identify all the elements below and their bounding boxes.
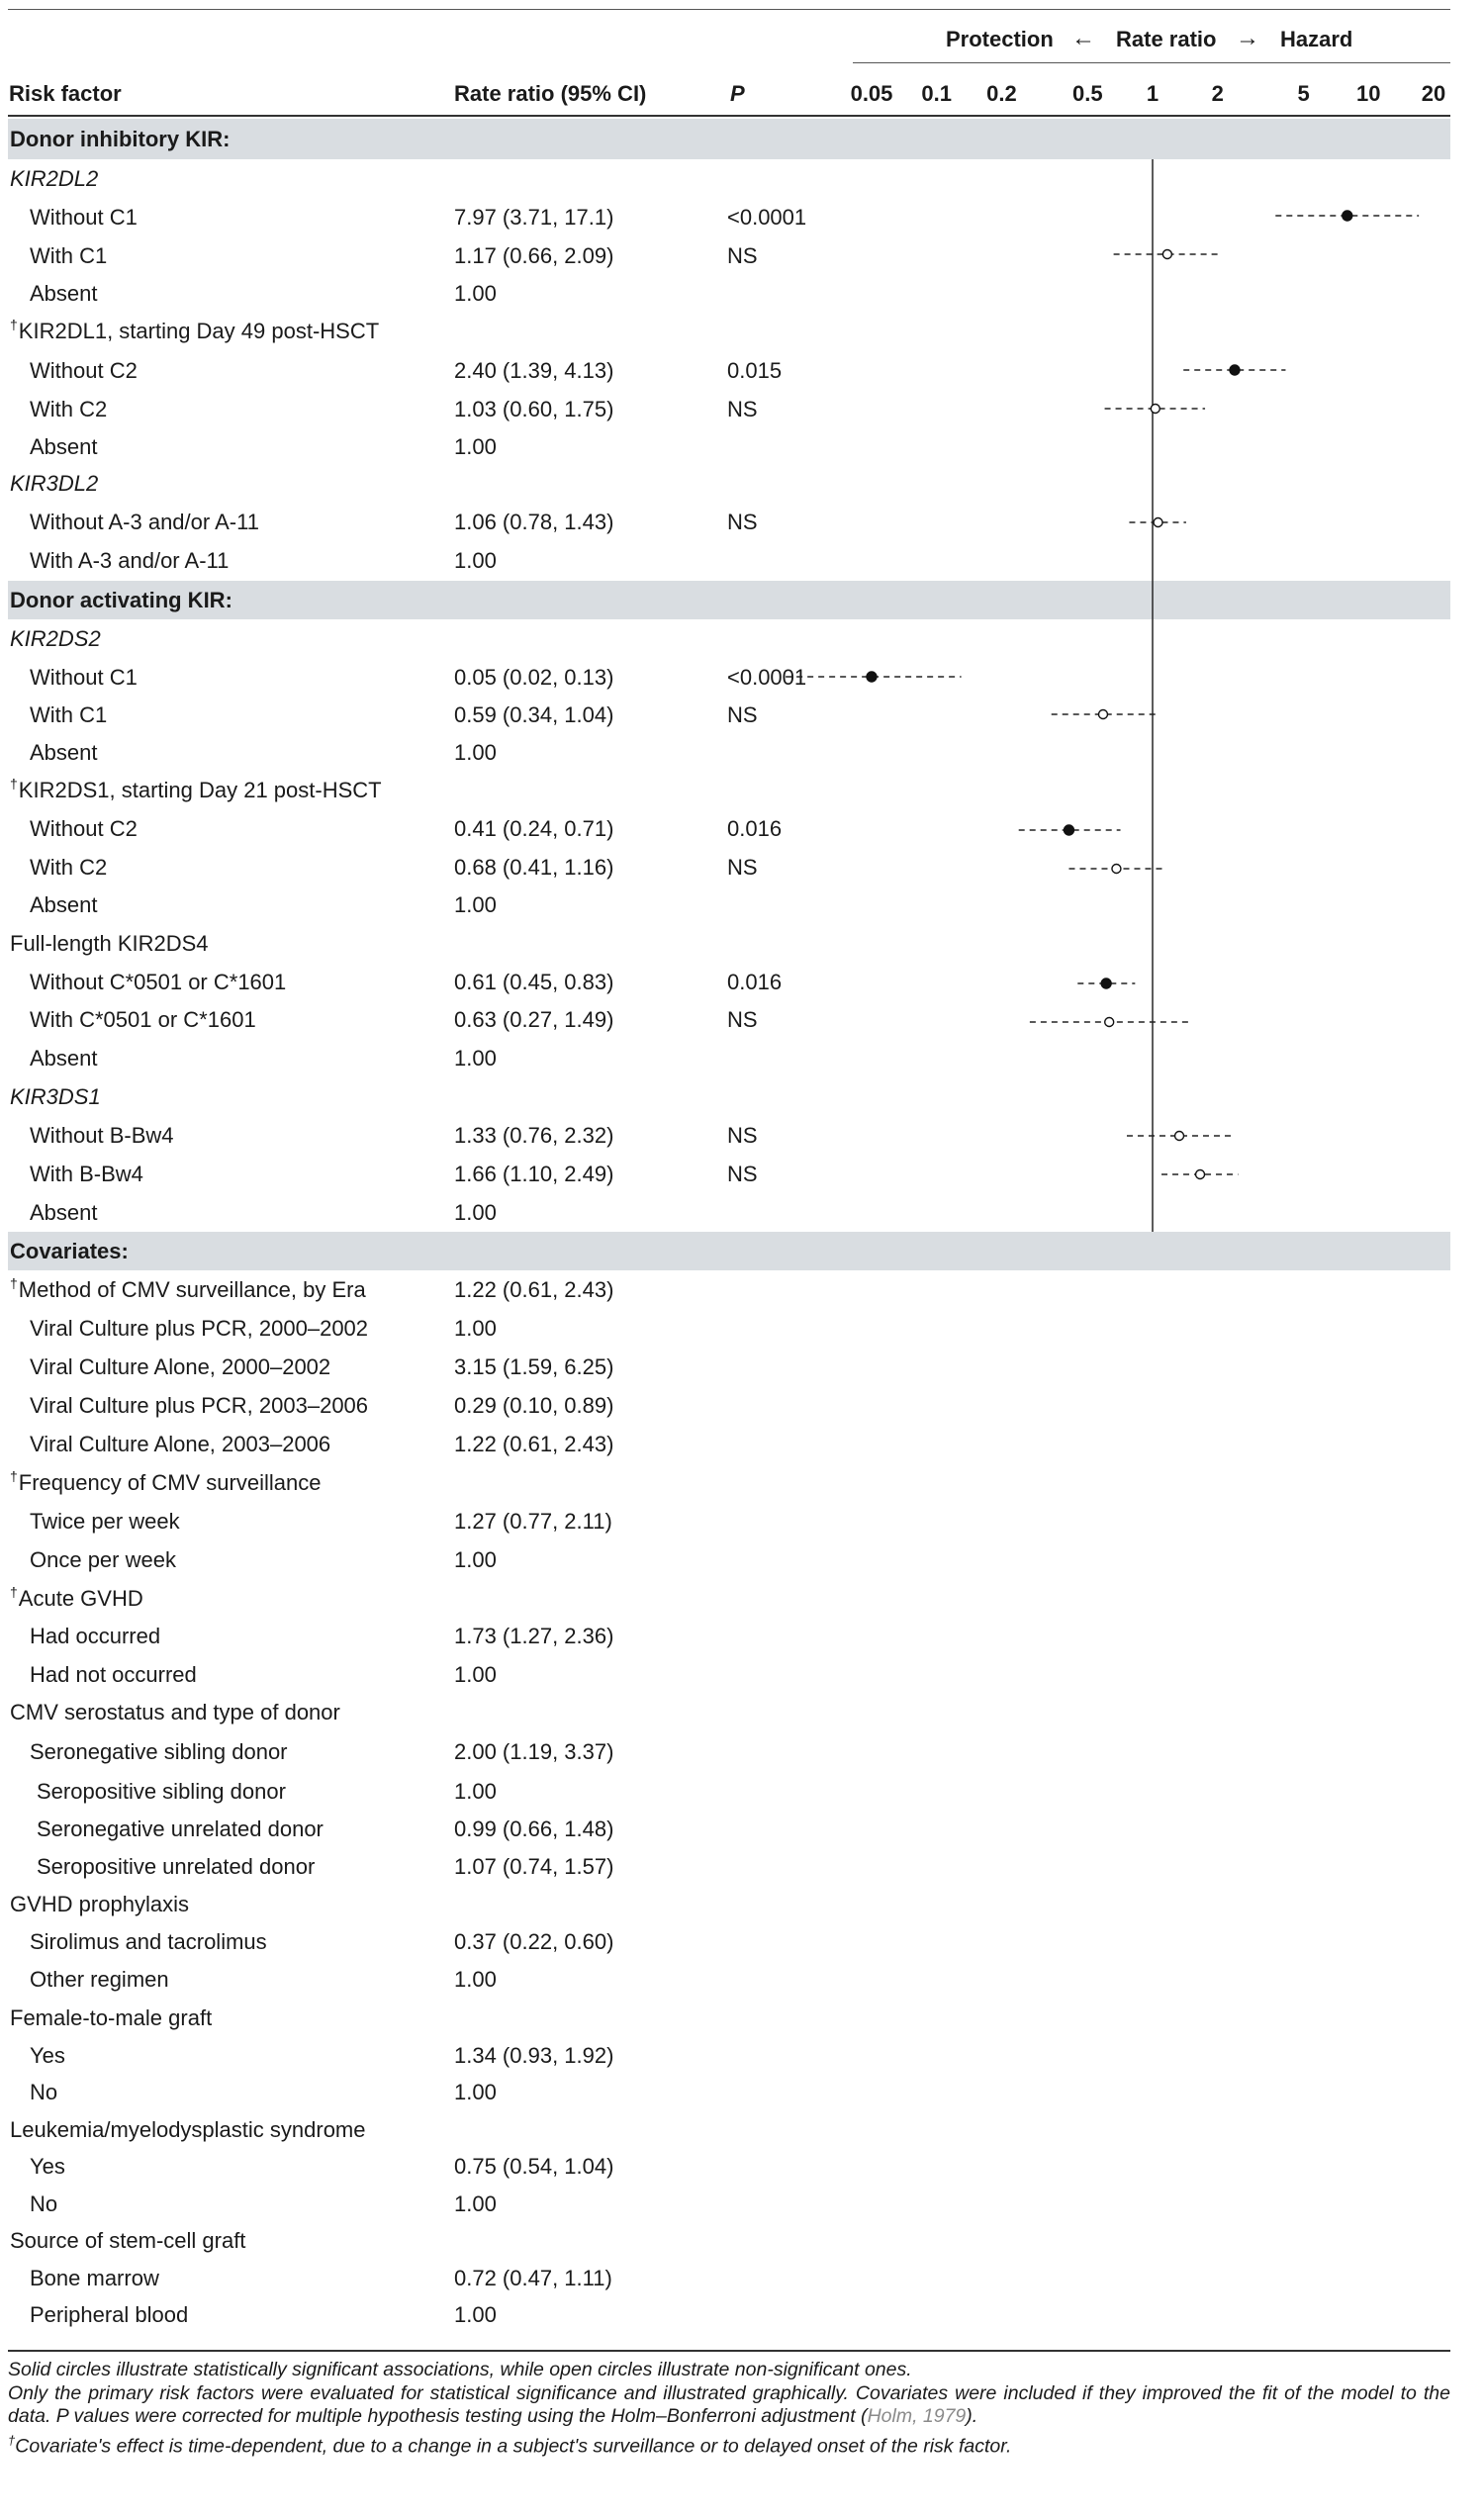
dagger-mark: † <box>10 1467 18 1484</box>
risk-factor-text: Absent <box>30 433 98 459</box>
risk-factor-text: Viral Culture plus PCR, 2000–2002 <box>30 1315 369 1341</box>
axis-tick-label: 2 <box>1211 81 1224 106</box>
open-estimate-point <box>1154 518 1162 527</box>
p-value-cell: 0.016 <box>727 815 783 841</box>
p-value-cell: NS <box>727 854 758 880</box>
risk-factor-text: No <box>30 2190 58 2216</box>
risk-factor-text: Seropositive unrelated donor <box>37 1854 316 1879</box>
open-estimate-point <box>1196 1170 1205 1179</box>
risk-factor-text: Without C*0501 or C*1601 <box>30 969 287 994</box>
risk-factor-text: Sirolimus and tacrolimus <box>30 1929 267 1954</box>
risk-factor-text: Absent <box>30 1045 98 1071</box>
rate-ratio-cell: 1.27 (0.77, 2.11) <box>454 1508 612 1534</box>
rate-ratio-cell: 1.00 <box>454 2080 497 2104</box>
p-value-cell: NS <box>727 396 758 421</box>
p-value-cell: <0.0001 <box>727 204 807 230</box>
rate-ratio-cell: 1.00 <box>454 280 497 306</box>
risk-factor-text: Absent <box>30 740 98 765</box>
rate-ratio-cell: 1.00 <box>454 1199 497 1225</box>
risk-factor-text: Bone marrow <box>30 2265 159 2290</box>
risk-factor-text: Yes <box>30 2154 65 2179</box>
arrow-left-icon: ← <box>1071 25 1095 51</box>
rate-ratio-cell: 0.29 (0.10, 0.89) <box>454 1392 614 1418</box>
dagger-mark: † <box>10 317 18 332</box>
risk-factor-text: KIR2DL1, starting Day 49 post-HSCT <box>18 319 380 343</box>
risk-factor-text: Without B-Bw4 <box>30 1122 174 1148</box>
footnote-circles: Solid circles illustrate statistically significant associations, while open circles illustrate non-significant ones. <box>8 2359 912 2380</box>
rate-ratio-cell: 0.61 (0.45, 0.83) <box>454 969 614 994</box>
footnote-method-end: ). <box>966 2405 978 2427</box>
risk-factor-text: KIR2DS2 <box>10 625 101 651</box>
rate-ratio-cell: 1.00 <box>454 2302 497 2327</box>
risk-factor-text: Donor activating KIR: <box>10 587 232 612</box>
axis-tick-label: 1 <box>1146 81 1159 106</box>
risk-factor-text: CMV serostatus and type of donor <box>10 1700 340 1724</box>
open-estimate-point <box>1175 1132 1184 1141</box>
rate-ratio-cell: 2.00 (1.19, 3.37) <box>454 1739 614 1764</box>
rate-ratio-cell: 1.22 (0.61, 2.43) <box>454 1431 614 1456</box>
p-value-cell: <0.0001 <box>727 664 807 690</box>
direction-hazard: Hazard <box>1280 27 1353 51</box>
risk-factor-text: KIR2DS1, starting Day 21 post-HSCT <box>18 778 382 802</box>
rate-ratio-cell: 0.72 (0.47, 1.11) <box>454 2265 612 2290</box>
p-value-cell: 0.015 <box>727 357 783 383</box>
bottom-rule <box>8 2350 1450 2352</box>
footnote-method <box>8 2382 1450 2429</box>
open-estimate-point <box>1098 710 1107 719</box>
rate-ratio-cell: 1.00 <box>454 892 497 917</box>
rate-ratio-cell: 1.07 (0.74, 1.57) <box>454 1854 614 1879</box>
footnotes <box>8 2359 1450 2459</box>
risk-factor-text: Full-length KIR2DS4 <box>10 930 209 956</box>
rate-ratio-cell: 7.97 (3.71, 17.1) <box>454 204 614 230</box>
axis-tick-label: 10 <box>1356 81 1381 106</box>
risk-factor-text: Female-to-male graft <box>10 2004 213 2030</box>
rate-ratio-cell: 2.40 (1.39, 4.13) <box>454 357 614 383</box>
rate-ratio-cell: 1.73 (1.27, 2.36) <box>454 1624 614 1648</box>
risk-factor-text: With A-3 and/or A-11 <box>30 548 230 573</box>
risk-factor-text: With C1 <box>30 702 108 727</box>
risk-factor-text: Without C2 <box>30 815 138 841</box>
risk-factor-text: KIR3DL2 <box>10 471 99 496</box>
rate-ratio-cell: 1.33 (0.76, 2.32) <box>454 1122 614 1148</box>
axis-tick-label: 0.05 <box>850 81 893 106</box>
risk-factor-text: Without C2 <box>30 357 138 383</box>
rate-ratio-cell: 1.00 <box>454 1315 497 1341</box>
risk-factor-text: With B-Bw4 <box>30 1161 143 1186</box>
risk-factor-text: KIR2DL2 <box>10 165 99 191</box>
risk-factor-text: GVHD prophylaxis <box>10 1892 189 1916</box>
rate-ratio-cell: 1.22 (0.61, 2.43) <box>454 1276 614 1302</box>
risk-factor-text: Source of stem-cell graft <box>10 2228 246 2253</box>
p-value-cell: NS <box>727 702 758 727</box>
risk-factor-text: Absent <box>30 280 98 306</box>
rate-ratio-cell: 1.00 <box>454 548 497 573</box>
p-value-cell: 0.016 <box>727 969 783 994</box>
risk-factor-text: Absent <box>30 892 98 917</box>
axis-tick-label: 0.5 <box>1071 81 1103 106</box>
col-risk-factor: Risk factor <box>9 81 122 106</box>
solid-estimate-point <box>867 672 877 682</box>
risk-factor-text: Frequency of CMV surveillance <box>18 1469 322 1495</box>
p-value-cell: NS <box>727 1007 758 1032</box>
risk-factor-text: Viral Culture Alone, 2000–2002 <box>30 1353 331 1379</box>
risk-factor-text: Had occurred <box>30 1624 161 1648</box>
footnote-dagger <box>8 2429 1450 2459</box>
p-value-cell: NS <box>727 1161 758 1186</box>
risk-factor-text: With C*0501 or C*1601 <box>30 1007 256 1032</box>
rate-ratio-cell: 0.05 (0.02, 0.13) <box>454 664 614 690</box>
rate-ratio-cell: 0.41 (0.24, 0.71) <box>454 815 614 841</box>
rate-ratio-cell: 1.34 (0.93, 1.92) <box>454 2042 614 2068</box>
rate-ratio-cell: 1.00 <box>454 1546 497 1572</box>
rate-ratio-cell: 0.68 (0.41, 1.16) <box>454 854 614 880</box>
holm-reference-link[interactable]: Holm, 1979 <box>867 2405 967 2427</box>
risk-factor-text: Donor inhibitory KIR: <box>10 126 231 151</box>
risk-factor-text: Viral Culture plus PCR, 2003–2006 <box>30 1392 369 1418</box>
col-rate-ratio: Rate ratio (95% CI) <box>454 81 647 106</box>
col-p: P <box>730 81 745 106</box>
risk-factor-text: Other regimen <box>30 1967 169 1992</box>
rate-ratio-cell: 1.00 <box>454 740 497 765</box>
rate-ratio-cell: 0.37 (0.22, 0.60) <box>454 1929 614 1954</box>
risk-factor-text: Twice per week <box>30 1508 180 1534</box>
dagger-mark: † <box>8 2432 16 2448</box>
axis-tick-label: 5 <box>1297 81 1310 106</box>
rate-ratio-cell: 1.66 (1.10, 2.49) <box>454 1161 614 1186</box>
solid-estimate-point <box>1064 825 1073 835</box>
dagger-mark: † <box>10 776 18 792</box>
risk-factor-text: Seropositive sibling donor <box>37 1779 286 1804</box>
rate-ratio-cell: 3.15 (1.59, 6.25) <box>454 1353 614 1379</box>
rate-ratio-cell: 0.59 (0.34, 1.04) <box>454 702 614 727</box>
risk-factor-text: Leukemia/myelodysplastic syndrome <box>10 2116 366 2142</box>
axis-tick-label: 0.1 <box>921 81 952 106</box>
rate-ratio-cell: 1.06 (0.78, 1.43) <box>454 509 614 534</box>
rate-ratio-cell: 1.00 <box>454 1779 497 1804</box>
open-estimate-point <box>1105 1018 1114 1027</box>
open-estimate-point <box>1151 405 1159 414</box>
risk-factor-text: Peripheral blood <box>30 2302 189 2327</box>
dagger-mark: † <box>10 1583 18 1600</box>
rate-ratio-cell: 1.17 (0.66, 2.09) <box>454 242 614 268</box>
arrow-right-icon: → <box>1236 25 1259 51</box>
footnote-dagger-text: Covariate's effect is time-dependent, due to a change in a subject's surveillance or to delayed onset of the risk factor. <box>15 2435 1012 2457</box>
risk-factor-text: Yes <box>30 2042 65 2068</box>
open-estimate-point <box>1162 250 1171 259</box>
risk-factor-text: No <box>30 2080 58 2104</box>
solid-estimate-point <box>1230 365 1240 375</box>
p-value-cell: NS <box>727 242 758 268</box>
p-value-cell: NS <box>727 1122 758 1148</box>
footnote-method-text: Only the primary risk factors were evaluated for statistical significance and illustrated graphically. Covariates were included if they improved the fit of the model to the data. P values were corrected for multiple hypothesis testing using the Holm–Bonferroni adjustment ( <box>8 2381 1450 2427</box>
risk-factor-text: Absent <box>30 1199 98 1225</box>
dagger-mark: † <box>10 1274 18 1291</box>
risk-factor-text: Method of CMV surveillance, by Era <box>18 1276 366 1302</box>
p-value-cell: NS <box>727 509 758 534</box>
risk-factor-text: Acute GVHD <box>18 1585 143 1611</box>
rate-ratio-cell: 1.00 <box>454 1967 497 1992</box>
rate-ratio-cell: 0.99 (0.66, 1.48) <box>454 1817 614 1841</box>
risk-factor-text: Without C1 <box>30 664 138 690</box>
rate-ratio-cell: 1.00 <box>454 433 497 459</box>
risk-factor-text: Covariates: <box>10 1238 129 1263</box>
solid-estimate-point <box>1101 978 1111 988</box>
direction-protection: Protection <box>946 27 1054 51</box>
risk-factor-text: KIR3DS1 <box>10 1083 101 1109</box>
rate-ratio-cell: 1.03 (0.60, 1.75) <box>454 396 614 421</box>
solid-estimate-point <box>1343 211 1352 221</box>
direction-rate-ratio: Rate ratio <box>1116 27 1217 51</box>
risk-factor-text: With C1 <box>30 242 108 268</box>
axis-tick-label: 0.2 <box>986 81 1017 106</box>
rate-ratio-cell: 0.63 (0.27, 1.49) <box>454 1007 614 1032</box>
axis-tick-label: 20 <box>1421 81 1446 106</box>
open-estimate-point <box>1112 865 1121 874</box>
rate-ratio-cell: 1.00 <box>454 2190 497 2216</box>
risk-factor-text: Once per week <box>30 1546 176 1572</box>
risk-factor-text: With C2 <box>30 396 108 421</box>
rate-ratio-cell: 1.00 <box>454 1661 497 1687</box>
risk-factor-text: Had not occurred <box>30 1661 197 1687</box>
risk-factor-text: With C2 <box>30 854 108 880</box>
risk-factor-text: Viral Culture Alone, 2003–2006 <box>30 1431 331 1456</box>
rate-ratio-cell: 1.00 <box>454 1045 497 1071</box>
risk-factor-text: Seronegative sibling donor <box>30 1739 288 1764</box>
risk-factor-text: Seronegative unrelated donor <box>37 1817 324 1841</box>
risk-factor-text: Without C1 <box>30 204 138 230</box>
rate-ratio-cell: 0.75 (0.54, 1.04) <box>454 2154 614 2179</box>
risk-factor-text: Without A-3 and/or A-11 <box>30 509 259 534</box>
